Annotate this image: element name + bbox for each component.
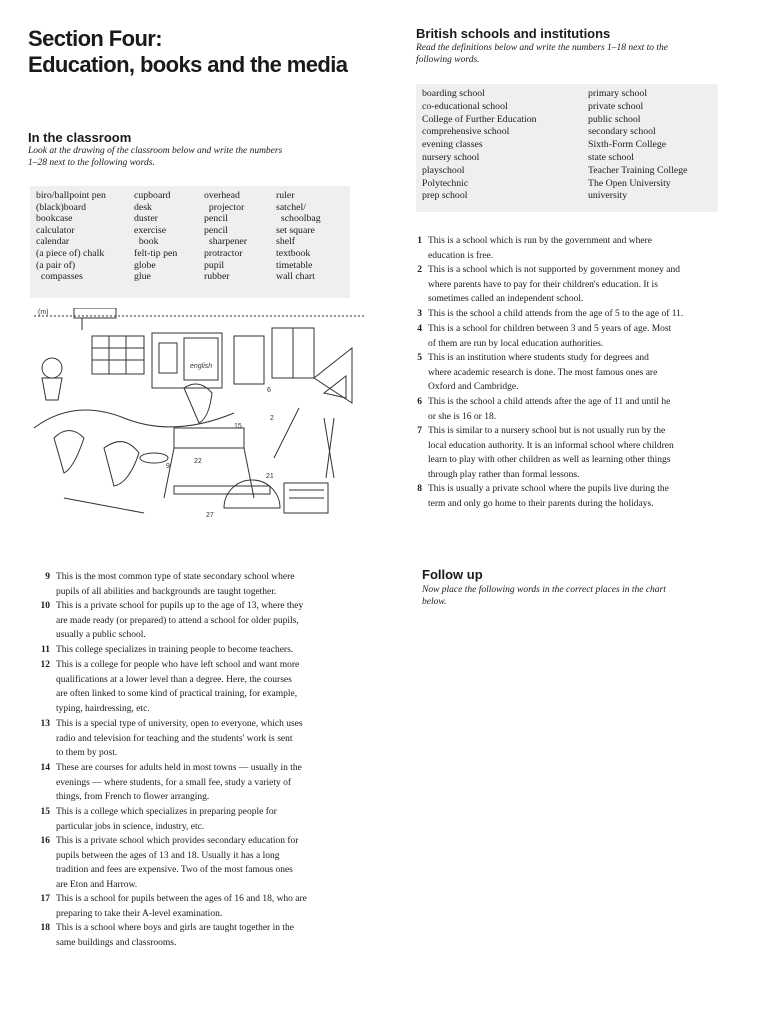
item-text: This is a school which is run by the government and where bbox=[428, 236, 652, 246]
blackboard-writing: english bbox=[190, 363, 213, 370]
vocab-word: cupboard bbox=[134, 190, 171, 201]
list-item bbox=[40, 805, 277, 834]
vocab-word: private school bbox=[588, 100, 644, 112]
vocab-word: secondary school bbox=[588, 126, 656, 138]
vocab-word: wall chart bbox=[276, 271, 315, 283]
vocab-word: nursery school bbox=[422, 151, 480, 163]
item-number: 1 bbox=[417, 236, 422, 246]
item-number: 11 bbox=[41, 645, 50, 655]
callout-label: 9 bbox=[166, 463, 170, 470]
item-number: 5 bbox=[417, 353, 422, 363]
item-text: education is free. bbox=[428, 250, 494, 261]
item-number: 3 bbox=[417, 309, 422, 319]
item-text: This is similar to a nursery school but is not usually run by the bbox=[428, 426, 666, 436]
vocab-word: calendar bbox=[36, 236, 70, 248]
instruction-line: following words. bbox=[416, 55, 480, 65]
item-number: 12 bbox=[40, 660, 50, 670]
item-text: radio and television for teaching and the students' work is sent bbox=[56, 733, 293, 744]
list-item bbox=[417, 351, 658, 395]
item-text: Oxford and Cambridge. bbox=[428, 382, 519, 393]
callout-label: (m) bbox=[38, 309, 49, 316]
vocab-word: comprehensive school bbox=[422, 126, 510, 138]
item-text: This is a special type of university, open to everyone, which uses bbox=[56, 719, 303, 729]
vocab-word: felt-tip pen bbox=[134, 247, 178, 259]
vocab-word: textbook bbox=[276, 247, 311, 259]
item-number: 9 bbox=[45, 572, 50, 582]
item-number: 10 bbox=[40, 601, 50, 611]
item-number: 15 bbox=[40, 807, 50, 817]
vocab-word: compasses bbox=[36, 271, 83, 283]
item-text: evenings — where students, for a small fee, study a variety of bbox=[56, 777, 292, 788]
item-text: These are courses for adults held in most towns — usually in the bbox=[56, 763, 302, 773]
vocab-word: schoolbag bbox=[276, 213, 321, 225]
classroom-sketch bbox=[34, 308, 364, 523]
vocab-word: evening classes bbox=[422, 139, 483, 151]
vocab-word: overhead bbox=[204, 190, 240, 201]
item-number: 2 bbox=[417, 265, 422, 275]
follow-up-instruction bbox=[422, 584, 722, 608]
vocab-word: Polytechnic bbox=[422, 177, 469, 189]
list-item bbox=[40, 921, 294, 950]
item-text: tradition and fees are expensive. Two of the most famous ones bbox=[56, 865, 293, 876]
vocab-word: College of Further Education bbox=[422, 113, 537, 125]
item-text: to them by post. bbox=[56, 748, 118, 759]
classroom-instruction bbox=[28, 145, 282, 169]
vocab-word: timetable bbox=[276, 259, 313, 271]
item-text: of them are run by local education authorities. bbox=[428, 338, 604, 349]
item-text: sometimes called an independent school. bbox=[428, 294, 584, 305]
item-text: pupils between the ages of 13 and 18. Usually it has a long bbox=[56, 850, 280, 861]
vocab-word: shelf bbox=[276, 236, 296, 248]
item-number: 17 bbox=[40, 894, 50, 904]
vocab-word: biro/ballpoint pen bbox=[36, 190, 106, 201]
item-text: This is the school a child attends after the age of 11 and until he bbox=[428, 397, 671, 407]
item-text: usually a public school. bbox=[56, 630, 146, 641]
classroom-instruction-line-2: 1–28 next to the following words. bbox=[28, 158, 155, 168]
vocab-word: protractor bbox=[204, 247, 243, 259]
vocab-word: exercise bbox=[134, 224, 167, 236]
vocab-word: primary school bbox=[588, 88, 648, 99]
item-text: This is a college for people who have left school and want more bbox=[56, 660, 300, 670]
item-text: pupils of all abilities and backgrounds are taught together. bbox=[56, 586, 277, 597]
vocab-column-2 bbox=[134, 190, 177, 283]
item-text: This is a school for pupils between the ages of 16 and 18, who are bbox=[56, 894, 307, 904]
item-text: particular jobs in science, industry, etc. bbox=[56, 821, 205, 832]
item-text: term and only go home to their parents during the holidays. bbox=[428, 498, 654, 509]
vocab-word: state school bbox=[588, 151, 634, 163]
vocab-word: The Open University bbox=[588, 177, 671, 189]
item-number: 16 bbox=[40, 836, 50, 846]
callout-label: 15 bbox=[234, 423, 242, 430]
classroom-heading: In the classroom bbox=[28, 130, 132, 145]
classroom-illustration bbox=[34, 308, 364, 523]
item-text: This is the most common type of state secondary school where bbox=[56, 572, 295, 582]
vocab-word: pencil bbox=[204, 213, 228, 225]
vocab-word: duster bbox=[134, 213, 158, 225]
list-item bbox=[417, 424, 674, 482]
british-schools-heading: British schools and institutions bbox=[416, 26, 611, 41]
vocab-word: prep school bbox=[422, 190, 468, 202]
vocab-word: projector bbox=[204, 201, 245, 213]
item-text: are often linked to some kind of practical training, for example, bbox=[56, 689, 298, 700]
list-item bbox=[417, 322, 672, 351]
item-text: are Eton and Harrow. bbox=[56, 879, 138, 890]
vocab-column-1 bbox=[36, 190, 106, 283]
item-text: are made ready (or prepared) to attend a school for older pupils, bbox=[56, 615, 299, 626]
item-text: preparing to take their A-level examination. bbox=[56, 908, 223, 919]
item-text: or she is 16 or 18. bbox=[428, 411, 497, 422]
vocab-word: (a pair of) bbox=[36, 259, 76, 271]
item-text: where parents have to pay for their children's education. It is bbox=[428, 279, 658, 290]
vocab-column-4 bbox=[276, 190, 321, 283]
vocab-word: set square bbox=[276, 224, 315, 236]
item-number: 7 bbox=[417, 426, 422, 436]
item-text: typing, hairdressing, etc. bbox=[56, 703, 150, 714]
vocab-word: university bbox=[588, 190, 628, 202]
vocab-column-3 bbox=[204, 190, 247, 283]
list-item bbox=[417, 263, 680, 307]
item-text: This is a school for children between 3 and 5 years of age. Most bbox=[428, 324, 672, 334]
list-item bbox=[40, 761, 302, 805]
item-text: learn to play with other children as well as learning other things bbox=[428, 455, 671, 466]
vocab-word: playschool bbox=[422, 164, 465, 176]
item-text: This is a private school for pupils up to the age of 13, where they bbox=[56, 601, 304, 611]
item-text: qualifications at a lower level than a degree. Here, the courses bbox=[56, 674, 292, 685]
item-text: This is a college which specializes in preparing people for bbox=[56, 807, 277, 817]
vocab-column-1 bbox=[422, 88, 537, 203]
british-schools-instruction bbox=[416, 42, 668, 66]
list-item bbox=[40, 717, 303, 761]
vocab-word: (black)board bbox=[36, 201, 87, 213]
instruction-line: below. bbox=[422, 597, 447, 607]
instruction-line: Now place the following words in the correct places in the chart bbox=[422, 585, 666, 595]
section-title-line-1: Section Four: bbox=[28, 26, 162, 51]
callout-label: 27 bbox=[206, 512, 214, 519]
item-text: same buildings and classrooms. bbox=[56, 937, 177, 948]
item-text: This is a private school which provides secondary education for bbox=[56, 836, 299, 846]
list-item bbox=[417, 395, 671, 424]
item-text: where academic research is done. The most famous ones are bbox=[428, 367, 658, 378]
section-title bbox=[28, 26, 347, 78]
vocab-word: Sixth-Form College bbox=[588, 139, 667, 151]
item-text: local education authority. It is an informal school where children bbox=[428, 440, 674, 451]
item-text: This is a school which is not supported by government money and bbox=[428, 265, 680, 275]
item-text: This college specializes in training people to become teachers. bbox=[56, 645, 294, 655]
list-item bbox=[40, 599, 304, 643]
vocab-word: rubber bbox=[204, 271, 230, 283]
item-text: This is a school where boys and girls are taught together in the bbox=[56, 923, 294, 933]
list-item bbox=[40, 834, 299, 892]
item-text: This is usually a private school where the pupils live during the bbox=[428, 484, 669, 494]
callout-label: 6 bbox=[267, 387, 271, 394]
vocab-word: ruler bbox=[276, 190, 295, 201]
vocab-word: desk bbox=[134, 201, 152, 213]
item-number: 18 bbox=[40, 923, 50, 933]
classroom-vocabulary-box bbox=[30, 186, 350, 298]
classroom-instruction-line-1: Look at the drawing of the classroom below and write the numbers bbox=[28, 146, 283, 156]
list-item bbox=[40, 658, 300, 716]
vocab-word: sharpener bbox=[204, 236, 247, 248]
item-text: This is an institution where students study for degrees and bbox=[428, 353, 649, 363]
callout-label: 21 bbox=[266, 473, 274, 480]
item-number: 14 bbox=[40, 763, 50, 773]
vocab-word: glue bbox=[134, 271, 151, 283]
vocab-word: boarding school bbox=[422, 88, 485, 99]
vocab-word: calculator bbox=[36, 224, 75, 236]
item-number: 4 bbox=[417, 324, 422, 334]
vocab-word: pupil bbox=[204, 259, 225, 271]
item-text: through play rather than formal lessons. bbox=[428, 469, 580, 480]
item-number: 13 bbox=[40, 719, 50, 729]
vocab-word: globe bbox=[134, 259, 156, 271]
vocab-word: public school bbox=[588, 113, 641, 125]
callout-label: 22 bbox=[194, 458, 202, 465]
vocab-word: co-educational school bbox=[422, 100, 508, 112]
item-number: 6 bbox=[417, 397, 422, 407]
schools-vocabulary-box bbox=[416, 84, 718, 212]
vocab-word: book bbox=[134, 236, 159, 248]
callout-label: 2 bbox=[270, 415, 274, 422]
follow-up-heading: Follow up bbox=[422, 567, 483, 582]
list-item bbox=[417, 234, 652, 263]
vocab-word: bookcase bbox=[36, 213, 73, 225]
list-item bbox=[41, 643, 294, 658]
item-text: This is the school a child attends from the age of 5 to the age of 11. bbox=[428, 309, 684, 319]
item-number: 8 bbox=[417, 484, 422, 494]
list-item bbox=[40, 892, 307, 921]
vocab-word: Teacher Training College bbox=[588, 164, 688, 176]
list-item bbox=[45, 570, 295, 599]
list-item bbox=[417, 307, 684, 322]
list-item bbox=[417, 482, 669, 511]
vocab-word: satchel/ bbox=[276, 201, 306, 213]
section-title-line-2: Education, books and the media bbox=[28, 52, 348, 77]
instruction-line: Read the definitions below and write the numbers 1–18 next to the bbox=[416, 43, 668, 53]
item-text: things, from French to flower arranging. bbox=[56, 792, 210, 803]
vocab-word: pencil bbox=[204, 224, 228, 236]
vocab-column-2 bbox=[588, 88, 687, 203]
vocab-word: (a piece of) chalk bbox=[36, 247, 105, 259]
